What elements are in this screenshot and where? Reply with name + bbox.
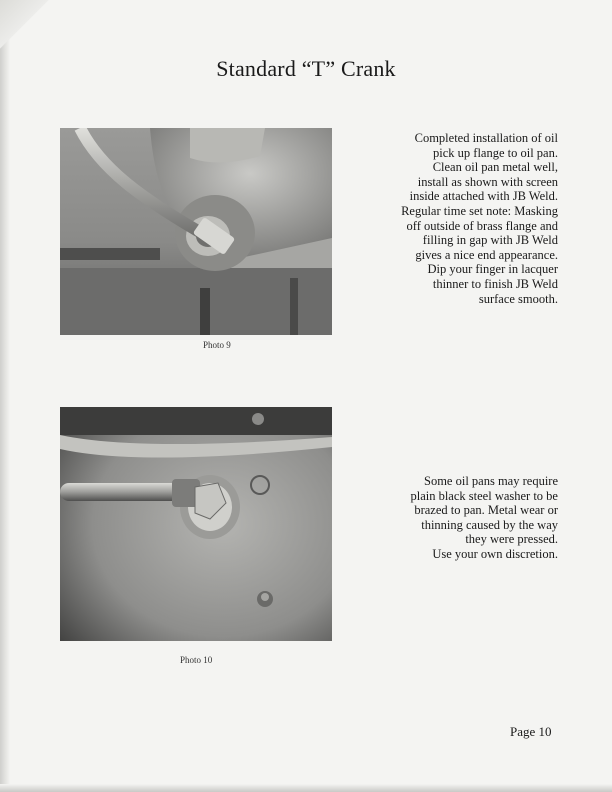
description-line: Clean oil pan metal well, (432, 160, 558, 175)
description-line: thinning caused by the way (421, 517, 558, 532)
description-line: pick up flange to oil pan. (433, 145, 558, 160)
page-bottom-shadow (0, 784, 612, 792)
photo-oil-pan-washer (60, 407, 332, 641)
description-line: surface smooth. (478, 291, 558, 306)
photo-10-description (370, 474, 558, 562)
page-edge-shadow (0, 0, 10, 792)
description-line: install as shown with screen (417, 174, 558, 189)
description-line: Regular time set note: Masking (401, 203, 558, 218)
description-line: plain black steel washer to be (410, 488, 558, 503)
description-line: brazed to pan. Metal wear or (414, 503, 558, 518)
description-line: Dip your finger in lacquer (427, 262, 558, 277)
photo-9-caption: Photo 9 (203, 340, 231, 350)
description-line: inside attached with JB Weld. (409, 189, 558, 204)
page-number: Page 10 (510, 724, 552, 739)
description-line: thinner to finish JB Weld (432, 276, 558, 291)
description-line: off outside of brass flange and (406, 218, 558, 233)
page-title: Standard “T” Crank (216, 56, 396, 81)
page-corner-fold (0, 0, 60, 60)
photo-9-description (370, 131, 558, 306)
description-line: Some oil pans may require (424, 474, 558, 488)
description-line: Completed installation of oil (414, 131, 558, 145)
description-line: filling in gap with JB Weld (422, 233, 558, 248)
description-line: gives a nice end appearance. (415, 247, 558, 262)
photo-oil-pickup-flange (60, 128, 332, 335)
description-line: Use your own discretion. (432, 546, 558, 561)
description-line: they were pressed. (465, 532, 558, 547)
photo-10-caption: Photo 10 (180, 655, 213, 665)
